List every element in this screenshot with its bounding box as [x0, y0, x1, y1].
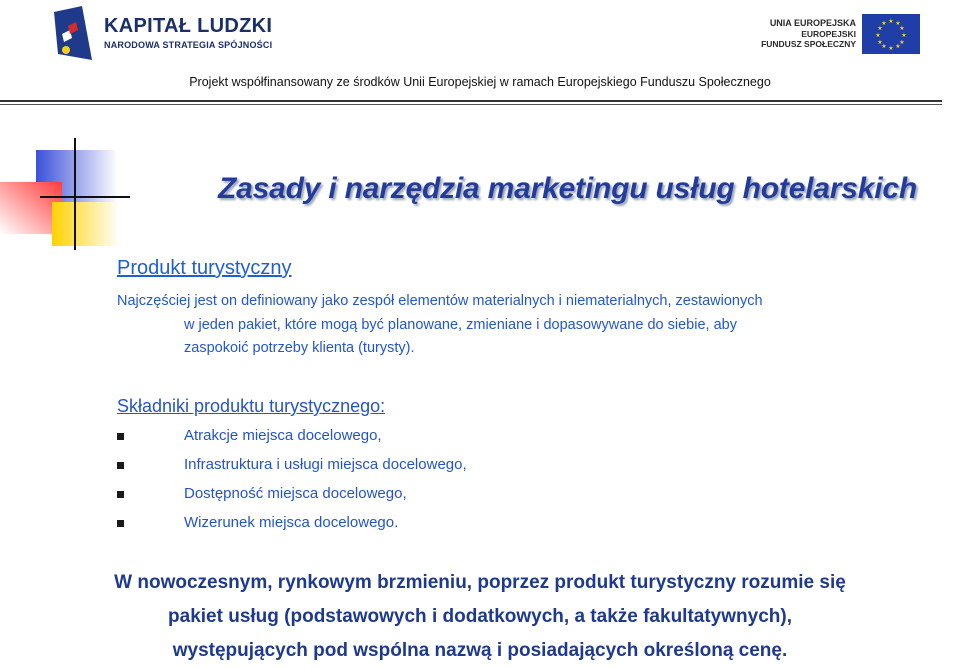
definition-line-2: w jeden pakiet, które mogą być planowane, zmieniane i dopasowywane do siebie, aby [184, 316, 737, 333]
list-item-text: Infrastruktura i usługi miejsca docelowego, [184, 456, 467, 473]
list-item [117, 483, 467, 512]
svg-text:★: ★ [895, 20, 901, 27]
closing-paragraph [0, 566, 960, 668]
product-heading: Produkt turystyczny [117, 257, 292, 279]
svg-text:★: ★ [877, 25, 883, 32]
closing-line-1: W nowoczesnym, rynkowym brzmieniu, poprzez produkt turystyczny rozumie się [114, 572, 846, 593]
list-item [117, 454, 467, 483]
list-item [117, 425, 467, 454]
svg-text:★: ★ [888, 45, 894, 52]
components-heading: Składniki produktu turystycznego: [117, 396, 386, 416]
slide-title: Zasady i narzędzia marketingu usług hotelarskich [218, 172, 917, 205]
definition-line-1: Najczęściej jest on definiowany jako zespół elementów materialnych i niematerialnych, zestawionych [117, 293, 763, 309]
header-divider [0, 100, 942, 102]
eu-flag-icon [862, 14, 920, 54]
components-list [117, 425, 467, 541]
list-item-text: Wizerunek miejsca docelowego. [184, 514, 399, 531]
logo-title: KAPITAŁ LUDZKI [104, 15, 273, 37]
closing-line-2: pakiet usług (podstawowych i dodatkowych, a także fakultatywnych), [168, 606, 792, 627]
logo-subtitle: NARODOWA STRATEGIA SPÓJNOŚCI [104, 40, 273, 50]
svg-text:★: ★ [875, 32, 881, 39]
header-divider-thin [0, 104, 942, 105]
svg-text:★: ★ [895, 43, 901, 50]
svg-text:★: ★ [901, 32, 907, 39]
project-line: Projekt współfinansowany ze środków Unii Europejskiej w ramach Europejskiego Funduszu Społecznego [189, 75, 771, 89]
svg-text:★: ★ [888, 18, 894, 25]
bullet-icon [117, 520, 124, 527]
decorative-squares [0, 130, 130, 260]
eu-line-1: UNIA EUROPEJSKA [769, 18, 856, 28]
eu-line-2: EUROPEJSKI [801, 28, 856, 39]
eu-line-3: FUNDUSZ SPOŁECZNY [761, 39, 856, 49]
bullet-icon [117, 462, 124, 469]
list-item [117, 512, 467, 541]
definition-paragraph [117, 290, 947, 361]
svg-text:★: ★ [881, 43, 887, 50]
list-item-text: Atrakcje miejsca docelowego, [184, 427, 382, 444]
bullet-icon [117, 491, 124, 498]
list-item-text: Dostępność miejsca docelowego, [184, 485, 407, 502]
closing-line-3: występujących pod wspólna nazwą i posiadających określoną cenę. [172, 640, 788, 661]
definition-line-3: zaspokoić potrzeby klienta (turysty). [184, 340, 415, 356]
svg-text:★: ★ [899, 39, 905, 46]
eu-logo-text [761, 18, 856, 50]
svg-text:★: ★ [899, 25, 905, 32]
svg-text:★: ★ [881, 20, 887, 27]
bullet-icon [117, 433, 124, 440]
svg-text:★: ★ [877, 39, 883, 46]
